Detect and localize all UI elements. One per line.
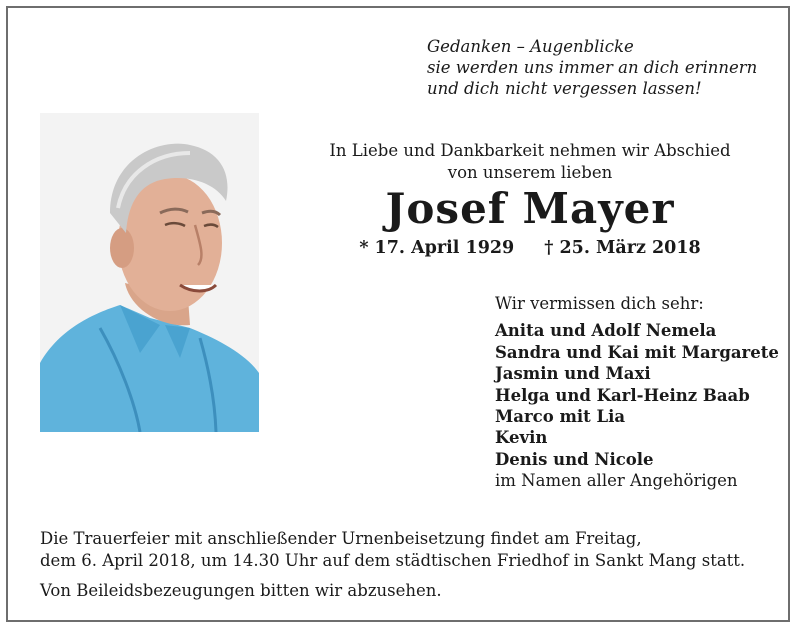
life-dates (300, 238, 760, 258)
mourner-name: Helga und Karl-Heinz Baab (495, 385, 750, 405)
poem-line: und dich nicht vergessen lassen! (427, 79, 702, 98)
mourner-name: Kevin (495, 428, 548, 448)
intro-line: In Liebe und Dankbarkeit nehmen wir Abschied (329, 141, 731, 160)
death-date: † 25. März 2018 (544, 238, 701, 258)
birth-date: * 17. April 1929 (359, 238, 515, 258)
notice-line: dem 6. April 2018, um 14.30 Uhr auf dem städtischen Friedhof in Sankt Mang statt. (40, 551, 746, 570)
mourner-name: Sandra und Kai mit Margarete (495, 342, 779, 362)
farewell-intro (300, 140, 760, 184)
mourner-name: Marco mit Lia (495, 407, 626, 427)
poem (427, 36, 787, 99)
mourners-closing: im Namen aller Angehörigen (495, 471, 738, 491)
funeral-notice (40, 528, 780, 602)
portrait-photo (40, 113, 259, 432)
poem-line: sie werden uns immer an dich erinnern (427, 58, 758, 77)
notice-line: Die Trauerfeier mit anschließender Urnenbeisetzung findet am Freitag, (40, 529, 642, 548)
mourners-list (495, 293, 795, 492)
mourners-lead: Wir vermissen dich sehr: (495, 294, 704, 313)
mourner-name: Anita und Adolf Nemela (495, 321, 717, 341)
deceased-name: Josef Mayer (385, 184, 675, 233)
mourner-name: Denis und Nicole (495, 449, 654, 469)
portrait-illustration (40, 113, 259, 432)
condolence-request: Von Beileidsbezeugungen bitten wir abzusehen. (40, 581, 442, 600)
mourner-name: Jasmin und Maxi (495, 364, 651, 384)
intro-line: von unserem lieben (447, 163, 613, 182)
poem-line: Gedanken – Augenblicke (427, 37, 634, 56)
